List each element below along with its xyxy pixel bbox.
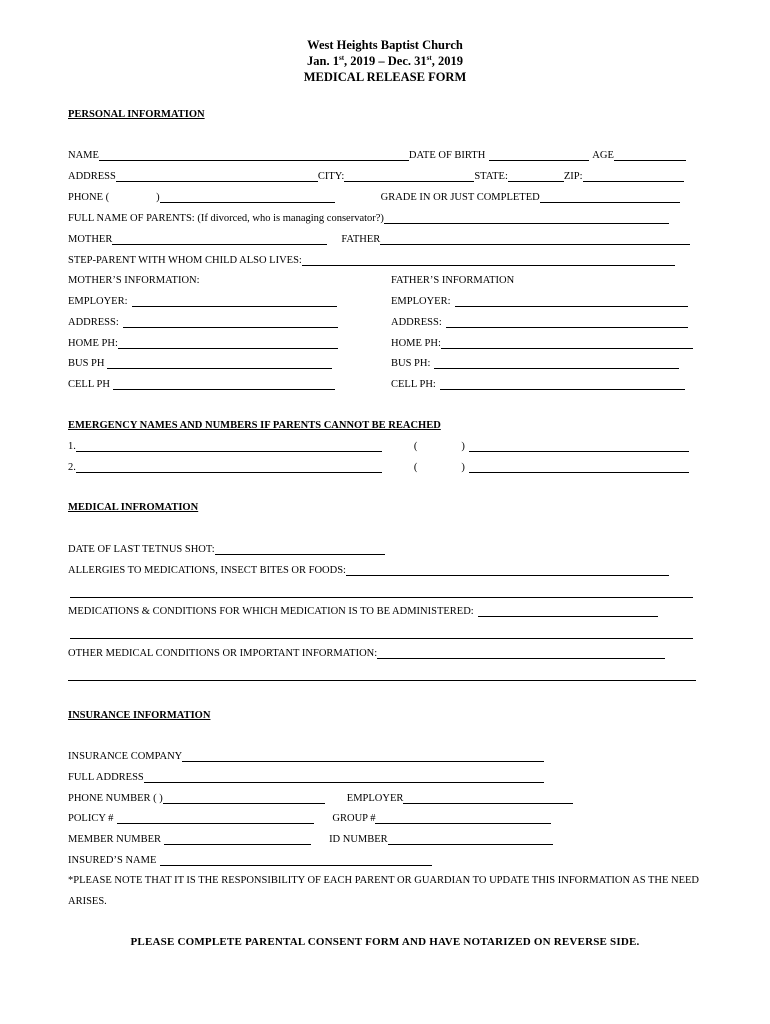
emergency-name-2-field[interactable] [76,462,382,473]
emergency-phone-1-field[interactable] [469,441,689,452]
name-row [68,150,686,161]
grade-label: GRADE IN OR JUST COMPLETED [380,192,540,203]
father-label: FATHER [341,234,381,245]
update-note: *PLEASE NOTE THAT IT IS THE RESPONSIBILITY OF EACH PARENT OR GUARDIAN TO UPDATE THIS INFORMATION AS THE NEED ARISES. [68,875,700,907]
step-parent-label: STEP-PARENT WITH WHOM CHILD ALSO LIVES: [68,255,302,266]
father-home-ph-field[interactable] [441,338,693,349]
father-home-ph-row: HOME PH: [391,338,693,349]
allergies-row: ALLERGIES TO MEDICATIONS, INSECT BITES OR FOODS: [68,565,669,576]
insurance-company-row: INSURANCE COMPANY [68,751,544,762]
full-address-row: FULL ADDRESS [68,772,544,783]
emergency-row-2: 2. ( ) [68,462,689,473]
form-title: MEDICAL RELEASE FORM [303,70,467,84]
mother-cell-ph-row: CELL PH [68,379,335,390]
emergency-row-1: 1. ( ) [68,441,689,452]
emergency-phone-2-field[interactable] [469,462,689,473]
parents-label: FULL NAME OF PARENTS: (If divorced, who is managing conservator?) [68,213,384,224]
section-medical-heading: MEDICAL INFROMATION [68,502,199,513]
insured-name-field[interactable] [160,855,432,866]
phone-field[interactable] [160,192,335,203]
zip-label: ZIP: [563,171,583,182]
phone-row: PHONE ( ) GRADE IN OR JUST COMPLETED [68,192,680,203]
parents-row [68,213,669,224]
city-field[interactable] [344,171,474,182]
age-field[interactable] [614,150,686,161]
mother-home-ph-row: HOME PH: [68,338,338,349]
mother-employer-field[interactable] [132,296,337,307]
mother-cell-ph-field[interactable] [113,379,335,390]
insurance-phone-field[interactable] [163,793,325,804]
father-field[interactable] [380,234,690,245]
address-label: ADDRESS [68,171,116,182]
father-address-row: ADDRESS: [391,317,688,328]
mother-father-row [68,234,690,245]
state-field[interactable] [508,171,564,182]
dob-field[interactable] [489,150,589,161]
step-parent-field[interactable] [302,255,675,266]
step-parent-row [68,255,675,266]
phone-label: PHONE ( [68,192,110,203]
mother-address-field[interactable] [123,317,338,328]
allergies-field[interactable] [346,565,669,576]
father-cell-ph-field[interactable] [440,379,685,390]
medications-extra-line[interactable] [70,638,693,639]
grade-field[interactable] [540,192,680,203]
insurance-employer-field[interactable] [403,793,573,804]
father-employer-field[interactable] [455,296,688,307]
other-conditions-row: OTHER MEDICAL CONDITIONS OR IMPORTANT INFORMATION: [68,648,665,659]
insurance-company-field[interactable] [182,751,544,762]
mother-home-ph-field[interactable] [118,338,338,349]
dob-label: DATE OF BIRTH [408,150,486,161]
policy-field[interactable] [117,813,314,824]
mother-field[interactable] [112,234,327,245]
emergency-name-1-field[interactable] [76,441,382,452]
father-bus-ph-field[interactable] [434,358,679,369]
fathers-info-heading: FATHER’S INFORMATION [391,275,515,286]
other-conditions-extra-line[interactable] [68,680,696,681]
mother-employer-row: EMPLOYER: [68,296,337,307]
member-row: MEMBER NUMBER ID NUMBER [68,834,553,845]
other-conditions-field[interactable] [377,648,665,659]
section-personal-heading: PERSONAL INFORMATION [68,109,205,120]
mother-address-row: ADDRESS: [68,317,338,328]
father-cell-ph-row: CELL PH: [391,379,685,390]
name-label: NAME [68,150,99,161]
medications-field[interactable] [478,606,658,617]
section-emergency-heading: EMERGENCY NAMES AND NUMBERS IF PARENTS CANNOT BE REACHED [68,420,441,431]
mother-bus-ph-row: BUS PH [68,358,332,369]
state-label: STATE: [474,171,508,182]
insured-name-row: INSURED’S NAME [68,855,432,866]
city-label: CITY: [317,171,345,182]
name-field[interactable] [99,150,409,161]
tetnus-row: DATE OF LAST TETNUS SHOT: [68,544,385,555]
zip-field[interactable] [583,171,684,182]
age-label: AGE [592,150,614,161]
full-address-field[interactable] [144,772,544,783]
church-name: West Heights Baptist Church [307,38,463,52]
mother-label: MOTHER [68,234,113,245]
medications-row: MEDICATIONS & CONDITIONS FOR WHICH MEDICATION IS TO BE ADMINISTERED: [68,606,658,617]
father-employer-row: EMPLOYER: [391,296,688,307]
father-address-field[interactable] [446,317,688,328]
id-number-field[interactable] [388,834,553,845]
section-insurance-heading: INSURANCE INFORMATION [68,710,211,721]
mothers-info-heading: MOTHER’S INFORMATION: [68,275,200,286]
group-field[interactable] [375,813,551,824]
footer-instruction: PLEASE COMPLETE PARENTAL CONSENT FORM AND HAVE NOTARIZED ON REVERSE SIDE. [130,936,640,948]
tetnus-field[interactable] [215,544,385,555]
policy-row: POLICY # GROUP # [68,813,551,824]
father-bus-ph-row: BUS PH: [391,358,679,369]
allergies-extra-line[interactable] [70,597,693,598]
parents-field[interactable] [384,213,669,224]
mother-bus-ph-field[interactable] [107,358,332,369]
address-field[interactable] [116,171,318,182]
insurance-phone-row: PHONE NUMBER ( ) EMPLOYER [68,793,573,804]
form-dates: Jan. 1st, 2019 – Dec. 31st, 2019 [307,53,463,68]
address-row [68,171,684,182]
member-number-field[interactable] [164,834,311,845]
